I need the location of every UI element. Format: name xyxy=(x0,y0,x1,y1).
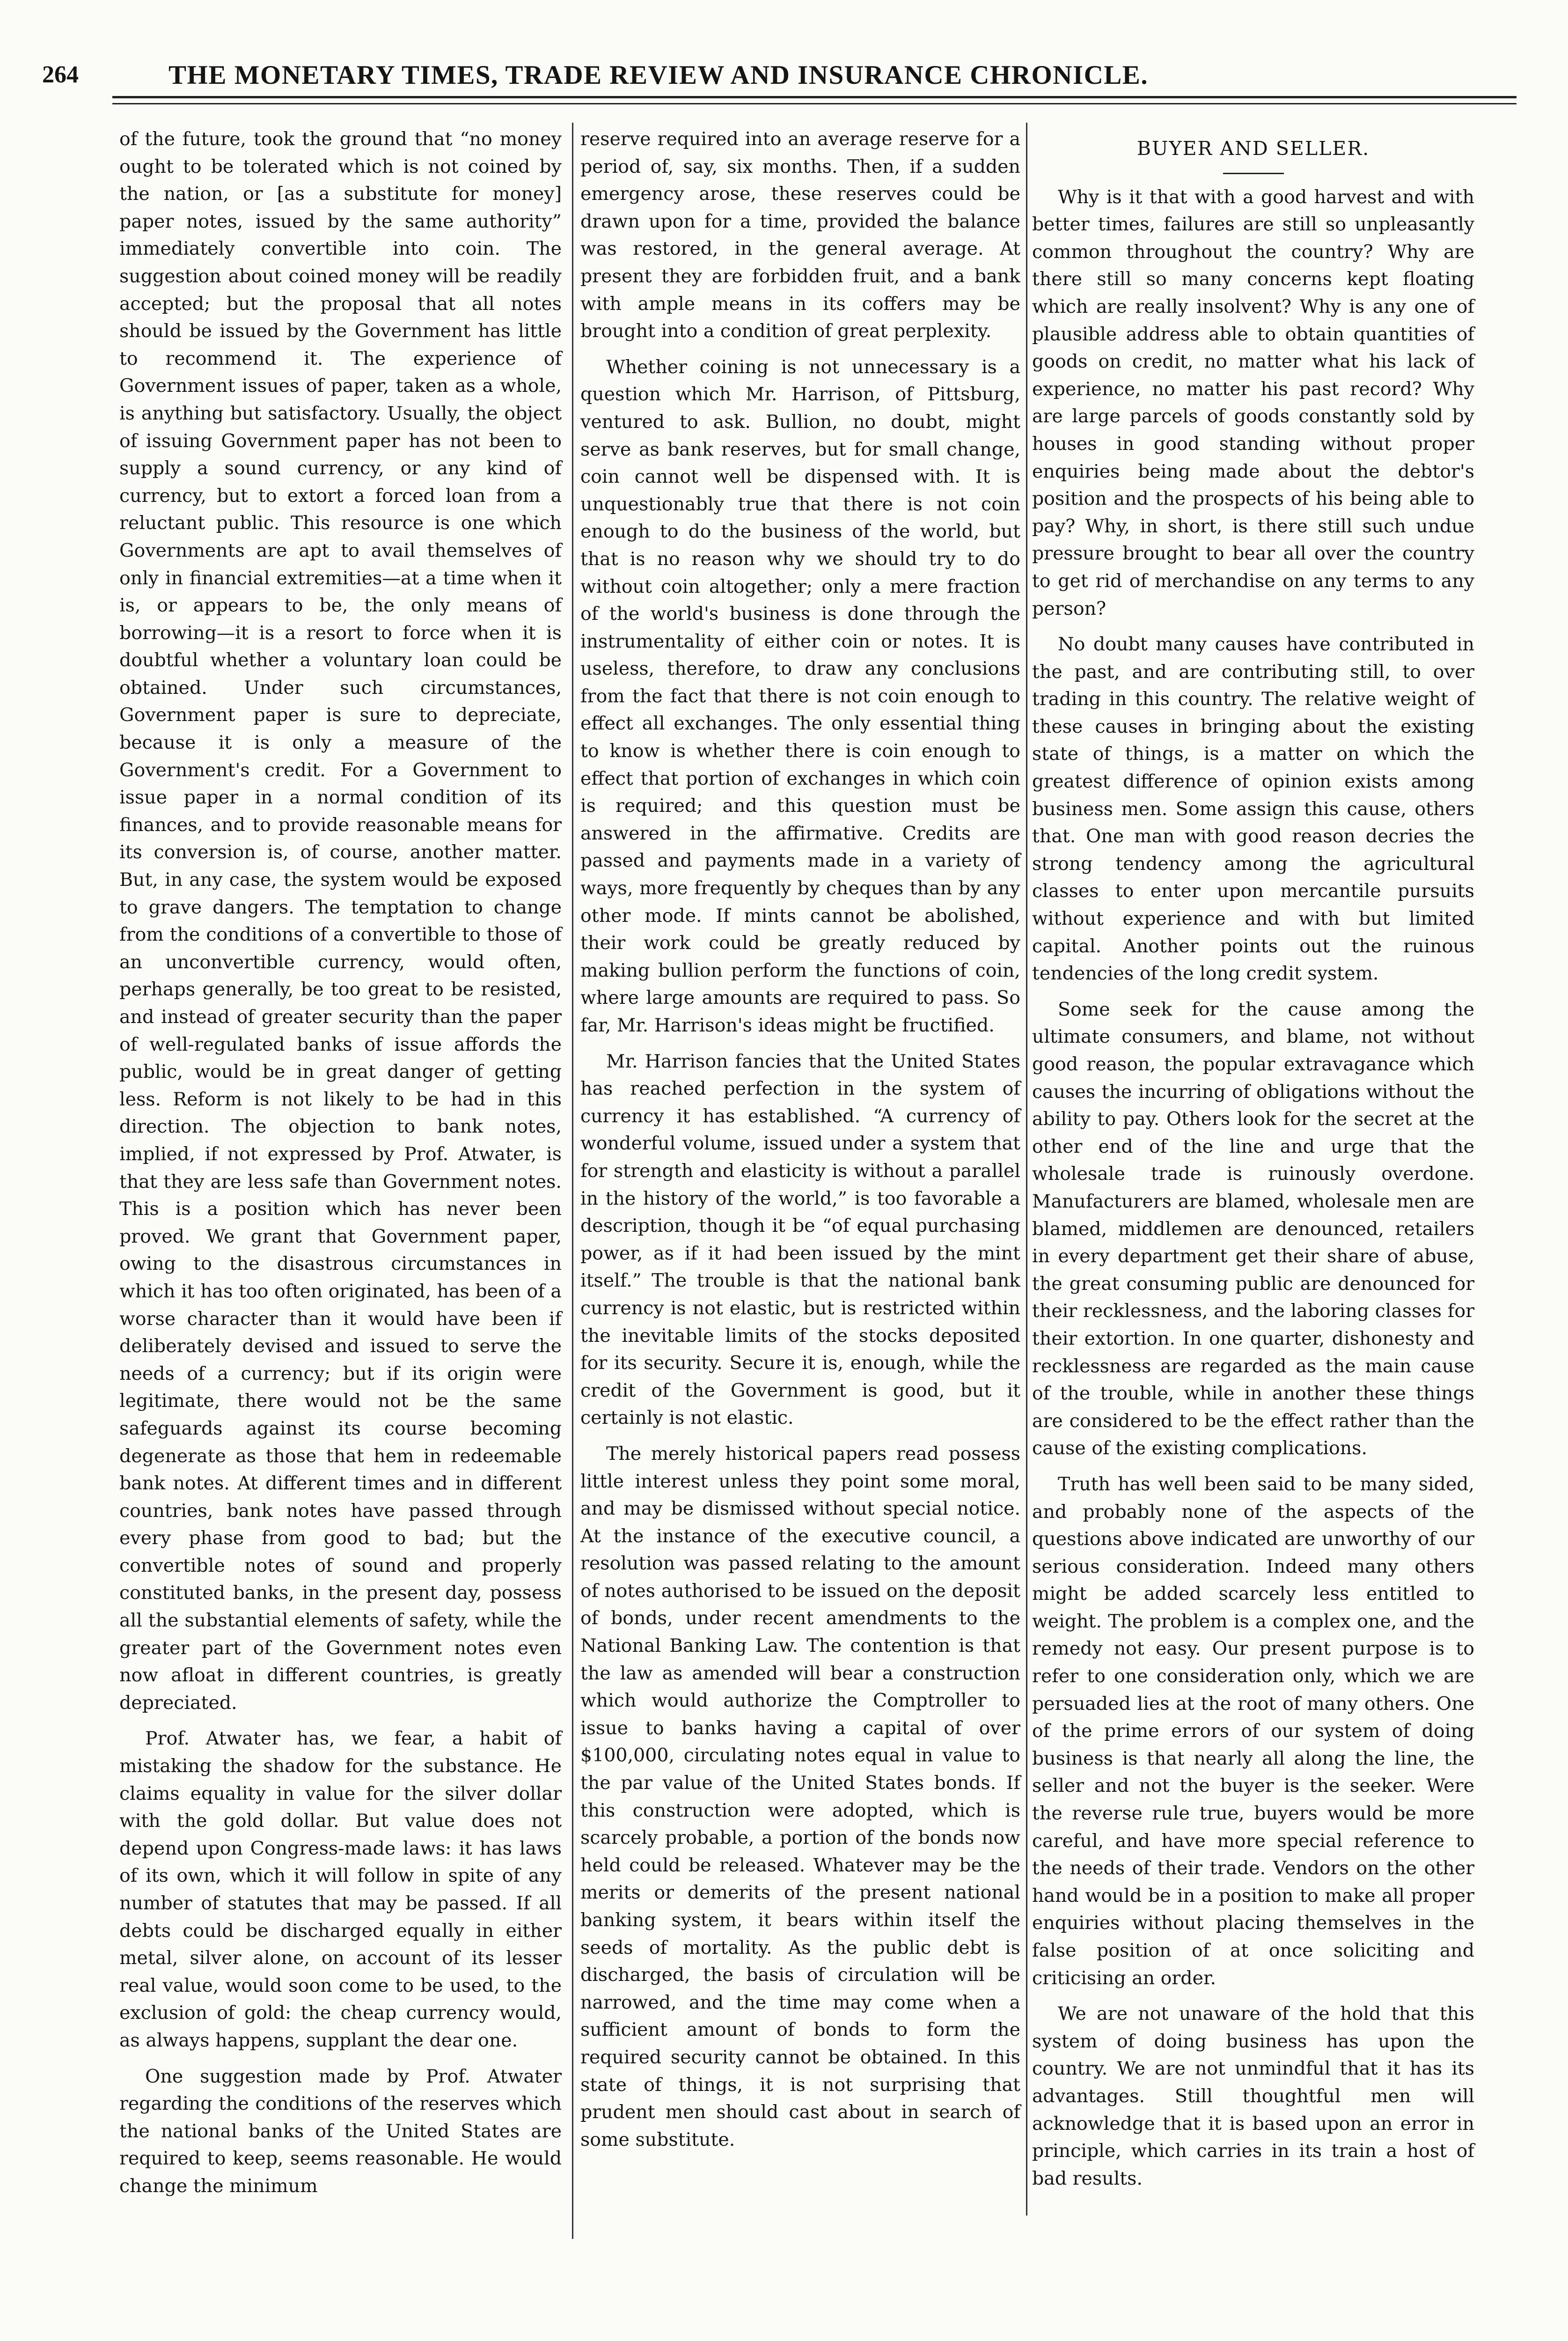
heading-rule xyxy=(1223,173,1284,174)
paragraph: Why is it that with a good harvest and with better times, failures are still so unpleasantly common throughout the country? Why are there still so many concerns kept floating which are really insolvent? Why is any one of plausible address able to obtain quantities of goods on credit, no matter what his lack of experience, no matter his past record? Why are large parcels of goods constantly sold by houses in good standing without proper enquiries being made about the debtor's position and the prospects of his being able to pay? Why, in short, is there still such undue pressure brought to bear all over the country to get rid of merchandise on any terms to any person? xyxy=(1032,186,1474,619)
header-rule-secondary xyxy=(112,103,1517,104)
paragraph: No doubt many causes have contributed in the past, and are contributing still, to over trading in this country. The relative weight of these causes in bringing about the existing state of things, is a matter on which the greatest difference of opinion exists among business men. Some assign this cause, others that. One man with good reason decries the strong tendency among the agricultural classes to enter upon mercantile pursuits without experience and with but limited capital. Another points out the ruinous tendencies of the long credit system. xyxy=(1032,633,1474,985)
header-rule xyxy=(112,96,1517,98)
paragraph: One suggestion made by Prof. Atwater regarding the conditions of the reserves which the national banks of the United States are required to keep, seems reasonable. He would change the minimum xyxy=(119,2065,562,2197)
article-column-3 xyxy=(1032,130,1474,2201)
paragraph: reserve required into an average reserve for a period of, say, six months. Then, if a sudden emergency arose, these reserves could be drawn upon for a time, provided the balance was restored, in the general average. At present they are forbidden fruit, and a bank with ample means in its coffers may be brought into a condition of great perplexity. xyxy=(580,128,1020,342)
paragraph: The merely historical papers read possess little interest unless they point some moral, and may be dismissed without special notice. At the instance of the executive council, a resolution was passed relating to the amount of notes authorised to be issued on the deposit of bonds, under recent amendments to the National Banking Law. The contention is that the law as amended will bear a construction which would authorize the Comptroller to issue to banks having a capital of over $100,000, circulating notes equal in value to the par value of the United States bonds. If this construction were adopted, which is scarcely probable, a portion of the bonds now held could be released. Whatever may be the merits or demerits of the present national banking system, it bears within itself the seeds of mortality. As the public debt is discharged, the basis of circulation will be narrowed, and the time may come when a sufficient amount of bonds to form the required security cannot be obtained. In this state of things, it is not surprising that prudent men should cast about in search of some substitute. xyxy=(580,1443,1020,2150)
article-column-2 xyxy=(580,125,1020,2162)
column-divider xyxy=(572,123,573,2239)
page-header xyxy=(42,51,1540,100)
paragraph: of the future, took the ground that “no money ought to be tolerated which is not coined by the nation, or [as a substitute for money] paper notes, issued by the same authority” immediately convertible into coin. The suggestion about coined money will be readily accepted; but the proposal that all notes should be issued by the Government has little to recommend it. The experience of Government issues of paper, taken as a whole, is anything but satisfactory. Usually, the object of issuing Government paper has not been to supply a sound currency, or any kind of currency, but to extort a forced loan from a reluctant public. This resource is one which Governments are apt to avail themselves of only in financial extremities—at a time when it is, or appears to be, the only means of borrowing—it is a resort to force when it is doubtful whether a voluntary loan could be obtained. Under such circumstances, Government paper is sure to depreciate, because it is only a measure of the Government's credit. For a Government to issue paper in a normal condition of its finances, and to provide reasonable means for its conversion is, of course, another matter. But, in any case, the system would be exposed to grave dangers. The temptation to change from the conditions of a convertible to those of an unconvertible currency, would often, perhaps generally, be too great to be resisted, and instead of greater security than the paper of well-regulated banks of issue affords the public, would be in great danger of getting less. Reform is not likely to be had in this direction. The objection to bank notes, implied, if not expressed by Prof. Atwater, is that they are less safe than Government notes. This is a position which has never been proved. We grant that Government paper, owing to the disastrous circumstances in which it has too often originated, has been of a worse character than it would have been if deliberately devised and issued to serve the needs of a currency; but if its origin were legitimate, there would not be the same safeguards against its course becoming degenerate as those that hem in redeemable bank notes. At different times and in different countries, bank notes have passed through every phase from good to bad; but the convertible notes of sound and properly constituted banks, in the present day, possess all the substantial elements of safety, while the greater part of the Government notes even now afloat in different countries, is greatly depreciated. xyxy=(119,128,562,1714)
paragraph: Mr. Harrison fancies that the United States has reached perfection in the system of currency it has established. “A currency of wonderful volume, issued under a system that for strength and elasticity is without a parallel in the history of the world,” is too favorable a description, though it be “of equal purchasing power, as if it had been issued by the mint itself.” The trouble is that the national bank currency is not elastic, but is restricted within the inevitable limits of the stocks deposited for its security. Secure it is, enough, while the credit of the Government is good, but it certainly is not elastic. xyxy=(580,1050,1020,1429)
article-column-1 xyxy=(119,125,562,2208)
paragraph: Prof. Atwater has, we fear, a habit of mistaking the shadow for the substance. He claims equality in value for the silver dollar with the gold dollar. But value does not depend upon Congress-made laws: it has laws of its own, which it will follow in spite of any number of statutes that may be passed. If all debts could be discharged equally in either metal, silver alone, on account of its lesser real value, would soon come to be used, to the exclusion of gold: the cheap currency would, as always happens, supplant the dear one. xyxy=(119,1728,562,2051)
paragraph: Truth has well been said to be many sided, and probably none of the aspects of the questions above indicated are unworthy of our serious consideration. Indeed many others might be added scarcely less entitled to weight. The problem is a complex one, and the remedy not easy. Our present purpose is to refer to one consideration only, which we are persuaded lies at the root of many others. One of the prime errors of our system of doing business is that nearly all along the line, the seller and not the buyer is the seeker. Were the reverse rule true, buyers would be more careful, and have more special reference to the needs of their trade. Vendors on the other hand would be in a position to make all proper enquiries without placing themselves in the false position of at once soliciting and criticising an order. xyxy=(1032,1473,1474,1989)
section-heading: BUYER AND SELLER. xyxy=(1136,137,1370,160)
paragraph: Some seek for the cause among the ultimate consumers, and blame, not without good reason, the popular extravagance which causes the incurring of obligations without the ability to pay. Others look for the secret at the other end of the line and urge that the wholesale trade is ruinously overdone. Manufacturers are blamed, wholesale men are blamed, middlemen are denounced, retailers in every department get their share of abuse, the great consuming public are denounced for their recklessness, and the laboring classes for their extortion. In one quarter, dishonesty and recklessness are regarded as the main cause of the trouble, while in another these things are considered to be the effect rather than the cause of the existing complications. xyxy=(1032,998,1474,1459)
paragraph: Whether coining is not unnecessary is a question which Mr. Harrison, of Pittsburg, ventured to ask. Bullion, no doubt, might serve as bank reserves, but for small change, coin cannot well be dispensed with. It is unquestionably true that there is not coin enough to do the business of the world, but that is no reason why we should try to do without coin altogether; only a mere fraction of the world's business is done through the instrumentality of either coin or notes. It is useless, therefore, to draw any conclusions from the fact that there is not coin enough to effect all exchanges. The only essential thing to know is whether there is coin enough to effect that portion of exchanges in which coin is required; and this question must be answered in the affirmative. Credits are passed and payments made in a variety of ways, more frequently by cheques than by any other mode. If mints cannot be abolished, their work could be greatly reduced by making bullion perform the functions of coin, where large amounts are required to pass. So far, Mr. Harrison's ideas might be fructified. xyxy=(580,356,1020,1036)
page-title: THE MONETARY TIMES, TRADE REVIEW AND INSURANCE CHRONICLE. xyxy=(169,60,1149,90)
column-divider xyxy=(1026,123,1027,2216)
paragraph: We are not unaware of the hold that this system of doing business has upon the country. We are not unmindful that it has its advantages. Still thoughtful men will acknowledge that it is based upon an error in principle, which carries in its train a host of bad results. xyxy=(1032,2003,1474,2189)
page-number: 264 xyxy=(42,61,79,88)
